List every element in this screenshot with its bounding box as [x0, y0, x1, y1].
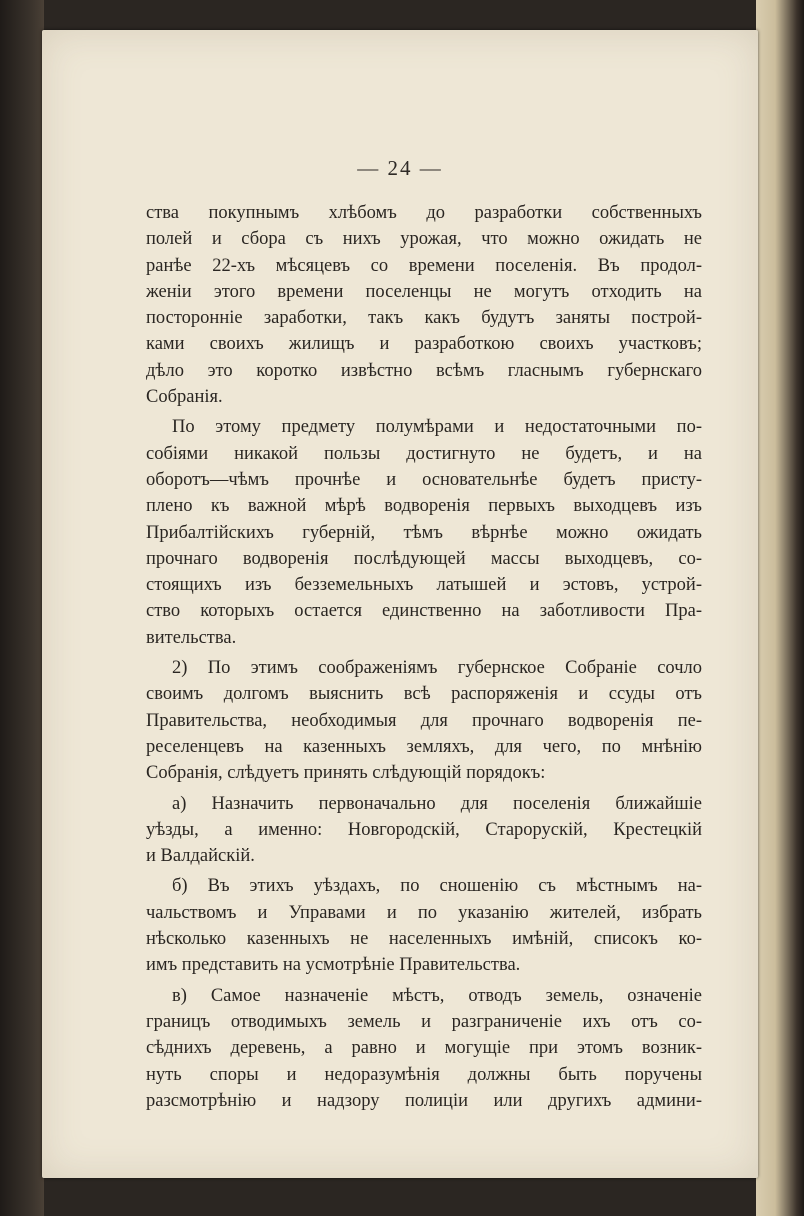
text-line: а) Назначить первоначально для поселенія ближайшіе [172, 793, 702, 814]
text-line: ство которыхъ остается единственно на заботливости Пра- [146, 601, 702, 622]
text-line: 2) По этимъ соображеніямъ губернское Собраніе сочло [172, 658, 702, 679]
text-line: прочнаго водворенія послѣдующей массы выходцевъ, со- [146, 548, 702, 569]
text-line: Прибалтійскихъ губерній, тѣмъ вѣрнѣе можно ожидать [146, 522, 702, 543]
text-line: нуть споры и недоразумѣнія должны быть поручены [146, 1064, 702, 1085]
text-line: имъ представить на усмотрѣніе Правительства. [146, 955, 521, 976]
scan-background-left [0, 0, 44, 1216]
page-number: — 24 — [357, 156, 443, 180]
text-line: уѣзды, а именно: Новгородскій, Старорускій, Крестецкій [146, 819, 702, 840]
text-line: в) Самое назначеніе мѣстъ, отводъ земель, означеніе [172, 985, 702, 1006]
text-line: оборотъ—чѣмъ прочнѣе и основательнѣе будетъ присту- [146, 469, 702, 490]
text-line: дѣло это коротко извѣстно всѣмъ гласнымъ губернскаго [146, 360, 702, 381]
text-line: сѣднихъ деревень, а равно и могущіе при этомъ возник- [146, 1038, 702, 1059]
text-line: Собранія, слѣдуетъ принять слѣдующій порядокъ: [146, 763, 546, 784]
text-line: Правительства, необходимыя для прочнаго водворенія пе- [146, 710, 702, 731]
book-page [42, 30, 758, 1178]
text-line: реселенцевъ на казенныхъ земляхъ, для чего, по мнѣнію [146, 736, 702, 757]
text-line: Собранія. [146, 387, 223, 408]
scan-background-right [756, 0, 804, 1216]
text-line: полей и сбора съ нихъ урожая, что можно ожидать не [146, 229, 702, 250]
text-line: ства покупнымъ хлѣбомъ до разработки собственныхъ [146, 203, 702, 223]
text-line: По этому предмету полумѣрами и недостаточными по- [172, 417, 702, 438]
text-line: женіи этого времени поселенцы не могутъ отходить на [146, 281, 702, 302]
text-line: границъ отводимыхъ земель и разграниченіе ихъ отъ со- [146, 1011, 702, 1032]
text-line: ранѣе 22-хъ мѣсяцевъ со времени поселенія. Въ продол- [146, 255, 702, 276]
text-line: плено къ важной мѣрѣ водворенія первыхъ выходцевъ изъ [146, 496, 702, 517]
text-line: собіями никакой пользы достигнуто не будетъ, и на [146, 443, 702, 464]
text-line: и Валдайскій. [146, 846, 255, 867]
text-line: чальствомъ и Управами и по указанію жителей, избрать [146, 902, 702, 923]
text-line: своимъ долгомъ выяснить всѣ распоряженія и ссуды отъ [146, 684, 702, 705]
text-line: стоящихъ изъ безземельныхъ латышей и эстовъ, устрой- [146, 575, 702, 596]
text-line: ками своихъ жилищъ и разработкою своихъ участковъ; [146, 334, 702, 355]
text-line: разсмотрѣнію и надзору полиціи или другихъ админи- [146, 1090, 702, 1111]
text-line: вительства. [146, 627, 237, 648]
text-line: посторонніе заработки, такъ какъ будутъ заняты построй- [146, 308, 702, 329]
text-line: б) Въ этихъ уѣздахъ, по сношенію съ мѣстнымъ на- [172, 876, 702, 897]
page-body-text [146, 200, 702, 1114]
text-line: нѣсколько казенныхъ не населенныхъ имѣній, списокъ ко- [146, 929, 702, 950]
